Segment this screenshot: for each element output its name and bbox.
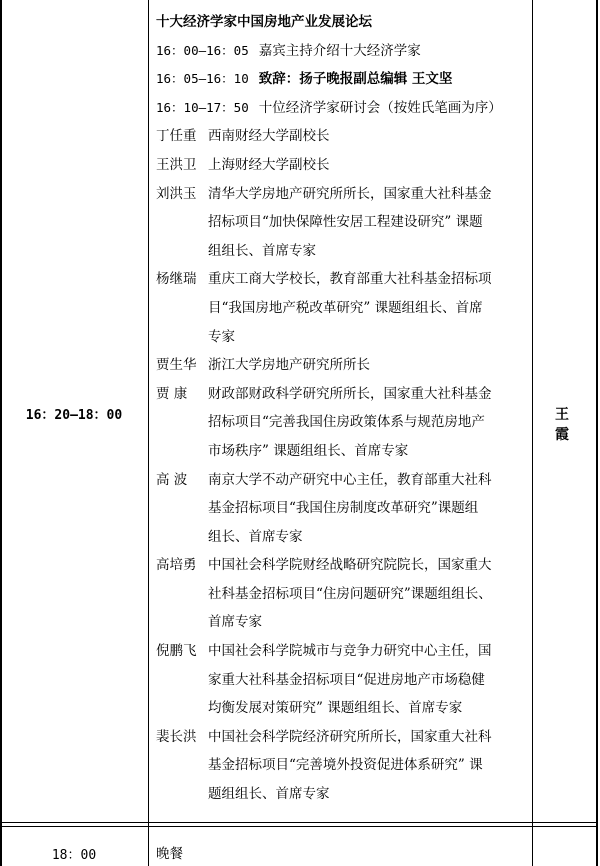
schedule-time: 16：00—16：05 [156, 42, 249, 58]
economist-description-line: 招标项目“完善我国住房政策体系与规范房地产 [208, 414, 485, 431]
economist-description-line: 重庆工商大学校长，教育部重大社科基金招标项 [208, 271, 492, 288]
economist-description-line: 目“我国房地产税改革研究” 课题组组长、首席 [208, 299, 483, 316]
economist-entry [156, 122, 532, 151]
economist-name: 贾生华 [156, 357, 197, 374]
economist-description [208, 466, 532, 552]
economist-description-line: 均衡发展对策研究” 课题组组长、首席专家 [208, 700, 463, 717]
forum-title: 十大经济学家中国房地产业发展论坛 [156, 14, 372, 30]
session-time: 16：20—18：00 [25, 408, 123, 423]
economist-description-line: 社科基金招标项目“住房问题研究”课题组组长、 [208, 585, 492, 602]
economist-list [156, 122, 532, 808]
economist-entry [156, 151, 532, 180]
economist-description-line: 专家 [208, 328, 235, 345]
economist-description-line: 南京大学不动产研究中心主任，教育部重大社科 [208, 471, 492, 488]
economist-description-line: 基金招标项目“我国住房制度改革研究”课题组 [208, 500, 479, 517]
economist-name: 高 波 [156, 471, 188, 488]
economist-description [208, 265, 532, 351]
economist-name: 王洪卫 [156, 156, 197, 173]
economist-description-line: 上海财经大学副校长 [208, 156, 330, 173]
schedule-item [156, 94, 532, 123]
economist-description [208, 380, 532, 466]
table-row-divider-top [0, 822, 598, 823]
dinner-label: 晚餐 [156, 846, 183, 862]
economist-entry [156, 265, 532, 351]
table-col-divider-2 [532, 0, 533, 866]
economist-name: 贾 康 [156, 385, 188, 402]
schedule-time: 16：05—16：10 [156, 71, 249, 87]
economist-entry [156, 380, 532, 466]
schedule-text: 十位经济学家研讨会（按姓氏笔画为序） [258, 99, 502, 116]
economist-description-line: 中国社会科学院经济研究所所长，国家重大社科 [208, 728, 492, 745]
economist-entry [156, 180, 532, 266]
economist-description [208, 551, 532, 637]
economist-description-line: 题组组长、首席专家 [208, 786, 330, 803]
economist-description-line: 组长、首席专家 [208, 528, 303, 545]
economist-description-line: 中国社会科学院财经战略研究院院长，国家重大 [208, 557, 492, 574]
economist-entry [156, 637, 532, 723]
economist-name: 裴长洪 [156, 728, 197, 745]
schedule-item [156, 65, 532, 94]
economist-description-line: 基金招标项目“完善境外投资促进体系研究” 课 [208, 757, 483, 774]
economist-description-line: 首席专家 [208, 614, 262, 631]
dinner-time: 18：00 [51, 848, 97, 863]
economist-entry [156, 351, 532, 380]
session-content [156, 8, 532, 809]
economist-description [208, 151, 532, 180]
session-host: 王 霞 [555, 407, 577, 443]
economist-description [208, 180, 532, 266]
economist-entry [156, 551, 532, 637]
economist-entry [156, 466, 532, 552]
economist-description-line: 市场秩序” 课题组组长、首席专家 [208, 442, 409, 459]
table-row-divider-bottom [0, 826, 598, 827]
table-right-border [596, 0, 598, 866]
economist-name: 刘洪玉 [156, 185, 197, 202]
economist-description-line: 组组长、首席专家 [208, 242, 316, 259]
economist-description [208, 723, 532, 809]
economist-name: 倪鹏飞 [156, 643, 197, 660]
economist-description-line: 浙江大学房地产研究所所长 [208, 357, 370, 374]
table-left-border [0, 0, 2, 866]
economist-description [208, 351, 532, 380]
economist-entry [156, 723, 532, 809]
economist-name: 杨继瑞 [156, 271, 197, 288]
economist-description [208, 637, 532, 723]
economist-name: 丁任重 [156, 128, 197, 145]
economist-description-line: 中国社会科学院城市与竞争力研究中心主任，国 [208, 643, 492, 660]
economist-description-line: 财政部财政科学研究所所长，国家重大社科基金 [208, 385, 492, 402]
schedule-item [156, 37, 532, 66]
table-col-divider-1 [148, 0, 149, 866]
economist-name: 高培勇 [156, 557, 197, 574]
economist-description-line: 西南财经大学副校长 [208, 128, 330, 145]
schedule-text: 致辞：扬子晚报副总编辑 王文坚 [258, 71, 453, 88]
economist-description-line: 招标项目“加快保障性安居工程建设研究” 课题 [208, 214, 483, 231]
economist-description [208, 122, 532, 151]
economist-description-line: 清华大学房地产研究所所长，国家重大社科基金 [208, 185, 492, 202]
schedule-text: 嘉宾主持介绍十大经济学家 [258, 42, 421, 59]
economist-description-line: 家重大社科基金招标项目“促进房地产市场稳健 [208, 671, 485, 688]
schedule-time: 16：10—17：50 [156, 99, 249, 115]
